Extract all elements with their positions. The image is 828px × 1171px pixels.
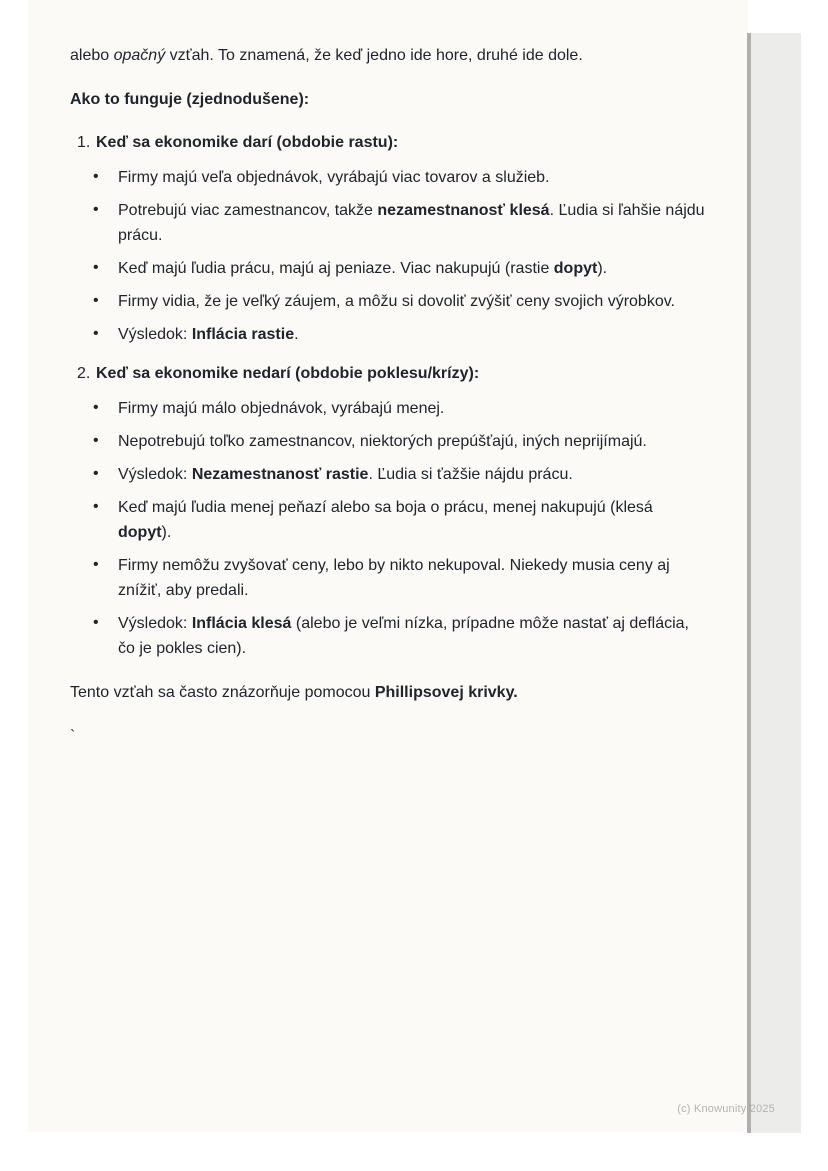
text-run: . Ľudia si ťažšie nájdu prácu. — [368, 466, 573, 483]
bold-text: Keď sa ekonomike nedarí (obdobie poklesu/krízy): — [96, 365, 480, 382]
numbered-list — [70, 130, 710, 661]
paragraph — [70, 43, 710, 68]
bullet-item — [118, 198, 710, 248]
text-run: Výsledok: — [118, 466, 192, 483]
text-run: . — [294, 326, 299, 343]
bold-text: Nezamestnanosť rastie — [191, 466, 369, 483]
footer-credit: (c) Knowunity 2025 — [677, 1103, 775, 1115]
text-run: ` — [70, 728, 76, 745]
bullet-list — [96, 396, 710, 661]
numbered-item — [96, 130, 710, 347]
text-run: Výsledok: — [118, 615, 192, 632]
italic-text: opačný — [113, 47, 166, 64]
text-run: ). — [597, 260, 608, 277]
text-run: Potrebujú viac zamestnancov, takže — [118, 202, 378, 219]
viewer-side-gutter — [751, 33, 801, 1133]
text-run: ). — [161, 524, 172, 541]
paragraph — [70, 724, 710, 749]
text-run: Výsledok: — [118, 326, 192, 343]
text-run: . Ľudia si ľahšie nájdu prácu. — [118, 202, 705, 244]
bullet-item — [118, 611, 710, 661]
bold-text: Phillipsovej krivky. — [374, 684, 518, 701]
bold-text: Ako to funguje (zjednodušene): — [70, 91, 310, 108]
section-heading — [70, 87, 710, 112]
text-run: Keď majú ľudia prácu, majú aj peniaze. Viac nakupujú (rastie — [118, 260, 554, 277]
bullet-item — [118, 553, 710, 603]
text-run: Tento vzťah sa často znázorňuje pomocou — [70, 684, 375, 701]
bullet-item — [118, 322, 710, 347]
bullet-item — [118, 289, 710, 314]
text-run: (alebo je veľmi nízka, prípadne môže nastať aj deflácia, čo je pokles cien). — [118, 615, 689, 657]
text-run: Nepotrebujú toľko zamestnancov, niektorých prepúšťajú, iných neprijímajú. — [118, 433, 647, 450]
bold-text: nezamestnanosť klesá — [377, 202, 550, 219]
text-run: alebo — [70, 47, 114, 64]
text-run: Firmy majú veľa objednávok, vyrábajú viac tovarov a služieb. — [118, 169, 550, 186]
numbered-item-title — [96, 361, 710, 386]
bullet-item — [118, 396, 710, 421]
bullet-list — [96, 165, 710, 347]
document-page — [28, 0, 748, 1132]
paragraph — [70, 680, 710, 705]
page-edge-divider[interactable] — [747, 33, 751, 1133]
bullet-item — [118, 462, 710, 487]
text-run: Firmy vidia, že je veľký záujem, a môžu si dovoliť zvýšiť ceny svojich výrobkov. — [118, 293, 675, 310]
bold-text: dopyt — [553, 260, 598, 277]
bullet-item — [118, 495, 710, 545]
bold-text: dopyt — [118, 524, 162, 541]
bullet-item — [118, 256, 710, 281]
bullet-item — [118, 429, 710, 454]
bold-text: Inflácia rastie — [191, 326, 295, 343]
text-run: Firmy nemôžu zvyšovať ceny, lebo by nikto nekupoval. Niekedy musia ceny aj znížiť, aby predali. — [118, 557, 670, 599]
text-run: Firmy majú málo objednávok, vyrábajú menej. — [118, 400, 445, 417]
bold-text: Keď sa ekonomike darí (obdobie rastu): — [96, 134, 399, 151]
bold-text: Inflácia klesá — [191, 615, 292, 632]
text-run: Keď majú ľudia menej peňazí alebo sa boja o prácu, menej nakupujú (klesá — [118, 499, 653, 516]
bullet-item — [118, 165, 710, 190]
numbered-item-title — [96, 130, 710, 155]
text-run: vzťah. To znamená, že keď jedno ide hore, druhé ide dole. — [165, 47, 583, 64]
numbered-item — [96, 361, 710, 661]
document-content — [28, 0, 718, 749]
